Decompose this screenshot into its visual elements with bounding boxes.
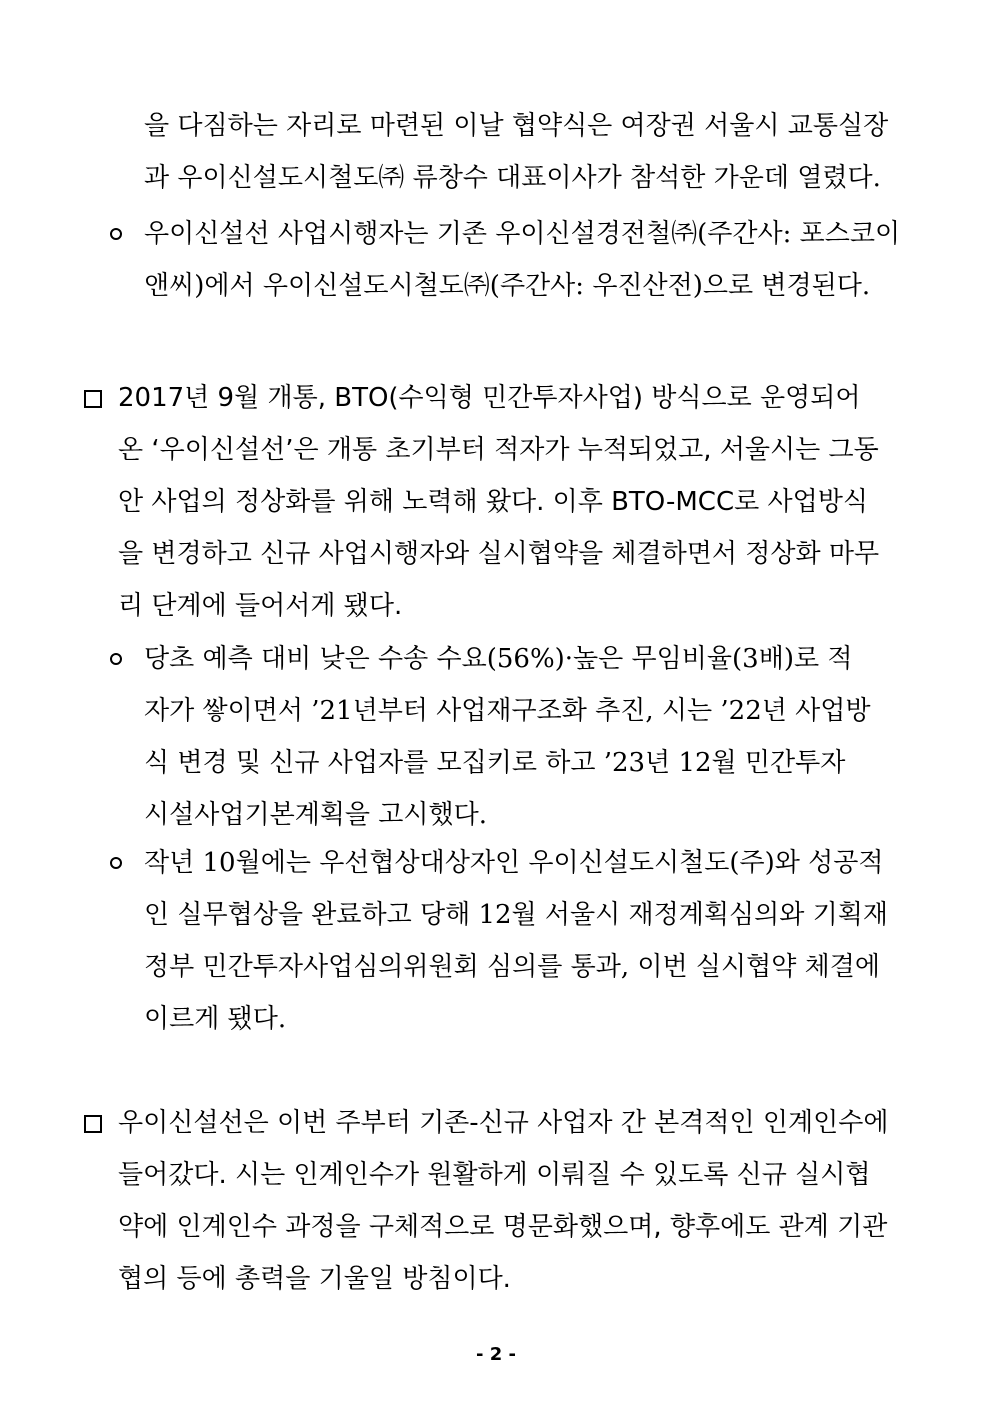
text-line: 약에 인계인수 과정을 구체적으로 명문화했으며, 향후에도 관계 기관 [118, 1212, 888, 1242]
circle-bullet-icon [110, 653, 122, 665]
text-line: 우이신설선 사업시행자는 기존 우이신설경전철㈜(주간사: 포스코이 [144, 219, 901, 249]
circle-bullet-icon [110, 228, 122, 240]
text-line: 정부 민간투자사업심의위원회 심의를 통과, 이번 실시협약 체결에 [144, 952, 880, 982]
page-number: - 2 - [476, 1344, 516, 1365]
text-line: 우이신설선은 이번 주부터 기존-신규 사업자 간 본격적인 인계인수에 [118, 1108, 889, 1138]
text-line: 온 ‘우이신설선’은 개통 초기부터 적자가 누적되었고, 서울시는 그동 [118, 435, 879, 465]
text-line: 들어갔다. 시는 인계인수가 원활하게 이뤄질 수 있도록 신규 실시협 [118, 1160, 871, 1190]
text-line: 앤씨)에서 우이신설도시철도㈜(주간사: 우진산전)으로 변경된다. [144, 271, 871, 301]
text-line: 인 실무협상을 완료하고 당해 12월 서울시 재정계획심의와 기획재 [144, 900, 888, 930]
text-line: 당초 예측 대비 낮은 수송 수요(56%)·높은 무임비율(3배)로 적 [144, 644, 853, 674]
text-line: 시설사업기본계획을 고시했다. [144, 800, 488, 830]
text-line: 이르게 됐다. [144, 1004, 287, 1034]
text-line: 작년 10월에는 우선협상대상자인 우이신설도시철도(주)와 성공적 [144, 848, 884, 878]
text-line: 을 변경하고 신규 사업시행자와 실시협약을 체결하면서 정상화 마무 [118, 539, 880, 569]
text-line: 2017년 9월 개통, BTO(수익형 민간투자사업) 방식으로 운영되어 [118, 383, 861, 413]
square-bullet-icon [84, 1115, 102, 1133]
square-bullet-icon [84, 390, 102, 408]
text-line: 을 다짐하는 자리로 마련된 이날 협약식은 여장권 서울시 교통실장 [144, 111, 889, 141]
text-line: 자가 쌓이면서 ’21년부터 사업재구조화 추진, 시는 ’22년 사업방 [144, 696, 871, 726]
text-line: 과 우이신설도시철도㈜ 류창수 대표이사가 참석한 가운데 열렸다. [144, 163, 881, 193]
text-line: 식 변경 및 신규 사업자를 모집키로 하고 ’23년 12월 민간투자 [144, 748, 846, 778]
text-line: 리 단계에 들어서게 됐다. [118, 591, 403, 621]
text-line: 안 사업의 정상화를 위해 노력해 왔다. 이후 BTO-MCC로 사업방식 [118, 487, 868, 517]
text-line: 협의 등에 총력을 기울일 방침이다. [118, 1264, 511, 1294]
circle-bullet-icon [110, 857, 122, 869]
